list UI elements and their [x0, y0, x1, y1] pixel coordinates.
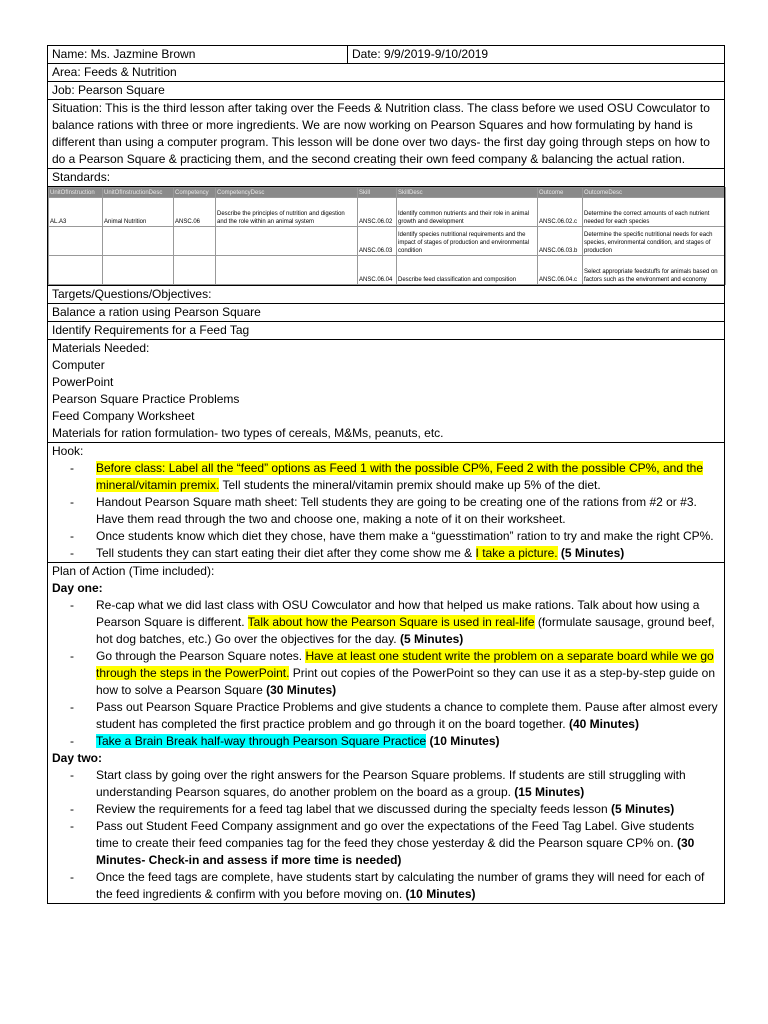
name-date-row: [48, 46, 725, 64]
time-note: (5 Minutes): [399, 632, 464, 646]
job-field: Job: Pearson Square: [48, 82, 725, 100]
day-one-list: [52, 597, 720, 750]
standards-label: Standards:: [48, 169, 725, 187]
day-one-label: Day one:: [52, 581, 103, 595]
std-cell: ANSC.06.04: [358, 256, 397, 285]
time-note: (30 Minutes): [266, 683, 337, 697]
area-field: Area: Feeds & Nutrition: [48, 64, 725, 82]
list-item: - Review the requirements for a feed tag label that we discussed during the specialty feeds lesson (5 Minutes): [96, 801, 720, 818]
list-item: [96, 733, 720, 750]
table-row: [49, 227, 726, 256]
std-cell: ANSC.06.02: [358, 198, 397, 227]
std-cell: ANSC.06.03.b: [538, 227, 583, 256]
list-item: - Go through the Pearson Square notes. Have at least one student write the problem on a separate board while we go through the steps in the PowerPoint. Print out copies of the PowerPoint so they can use it as a step-by-step guide on how to solve a Pearson Square (30 Minutes): [96, 648, 720, 699]
std-cell: Select appropriate feedstuffs for animals based on factors such as the environment and economy: [583, 256, 726, 285]
hook-label: Hook:: [52, 444, 84, 458]
std-header: SkillDesc: [397, 188, 538, 198]
materials-section: [48, 340, 725, 443]
std-cell: Animal Nutrition: [103, 198, 174, 227]
list-item: - Re-cap what we did last class with OSU Cowculator and how that helped us make rations. Talk about how using a Pearson Square is different. Talk about how the Pearson Square is used in real-life (formulate sausage, ground beef, hot dog batches, etc.) Go over the objectives for the day. (5 Minutes): [96, 597, 720, 648]
std-cell: Identify species nutritional requirements and the impact of stages of production and environmental condition: [397, 227, 538, 256]
highlighted-text: Have at least one student write the problem on a separate board while we go through the steps in the PowerPoint.: [96, 649, 714, 680]
list-item: - Start class by going over the right answers for the Pearson Square problems. If students are still struggling with understanding Pearson squares, do another problem on the board as a group. (15 Minutes): [96, 767, 720, 801]
std-cell: [216, 227, 358, 256]
targets-label: Targets/Questions/Objectives:: [48, 286, 725, 304]
material-item: Computer: [52, 358, 105, 372]
std-cell: Determine the specific nutritional needs for each species, environmental condition, and stages of production: [583, 227, 726, 256]
time-note: (40 Minutes): [568, 717, 639, 731]
std-cell: Describe the principles of nutrition and digestion and the role within an animal system: [216, 198, 358, 227]
list-item: - Pass out Pearson Square Practice Problems and give students a chance to complete them. Pause after almost every student has completed the first practice problem and go through it on the board together. (40 Minutes): [96, 699, 720, 733]
std-header: UnitOfInstruction: [49, 188, 103, 198]
table-row: [49, 256, 726, 285]
std-cell: [103, 256, 174, 285]
material-item: PowerPoint: [52, 375, 114, 389]
std-cell: ANSC.06.02.c: [538, 198, 583, 227]
target-item: Identify Requirements for a Feed Tag: [48, 322, 725, 340]
day-two-list: [52, 767, 720, 903]
std-cell: Determine the correct amounts of each nutrient needed for each species: [583, 198, 726, 227]
standards-header-row: [49, 188, 726, 198]
plan-label: Plan of Action (Time included):: [52, 564, 215, 578]
target-item: Balance a ration using Pearson Square: [48, 304, 725, 322]
std-cell: [49, 256, 103, 285]
std-cell: [49, 227, 103, 256]
std-cell: AL.A3: [49, 198, 103, 227]
list-item: - Once students know which diet they chose, have them make a “guesstimation” ration to try and make the right CP%.: [96, 528, 720, 545]
list-item: - Handout Pearson Square math sheet: Tell students they are going to be creating one of the rations from #2 or #3. Have them read through the two and choose one, making a note of it on their worksheet.: [96, 494, 720, 528]
situation-text: Situation: This is the third lesson after taking over the Feeds & Nutrition class. The class before we used OSU Cowculator to balance rations with three or more ingredients. We are now working on Pearson Squares and how formulating by hand is different than using a computer program. This lesson will be done over two days- the first day going through steps on how to do a Pearson Square & practicing them, and the second creating their own feed company & balancing the actual ration.: [48, 100, 725, 169]
std-header: CompetencyDesc: [216, 188, 358, 198]
std-cell: [174, 227, 216, 256]
std-cell: [174, 256, 216, 285]
std-header: UnitOfInstructionDesc: [103, 188, 174, 198]
std-cell: ANSC.06: [174, 198, 216, 227]
std-header: Outcome: [538, 188, 583, 198]
material-item: Materials for ration formulation- two types of cereals, M&Ms, peanuts, etc.: [52, 426, 444, 440]
std-header: OutcomeDesc: [583, 188, 726, 198]
time-note: (30 Minutes- Check-in and assess if more time is needed): [96, 836, 695, 867]
plan-section: [48, 563, 725, 904]
highlighted-text: I take a picture.: [475, 546, 558, 560]
time-note: (10 Minutes): [405, 887, 476, 901]
standards-cell: [48, 187, 725, 286]
std-cell: [103, 227, 174, 256]
std-cell: Describe feed classification and composition: [397, 256, 538, 285]
time-note: (5 Minutes): [610, 802, 675, 816]
time-note: (15 Minutes): [514, 785, 585, 799]
lesson-plan-table: [47, 45, 725, 904]
table-row: [49, 198, 726, 227]
hook-list: [52, 460, 720, 562]
lesson-date: Date: 9/9/2019-9/10/2019: [348, 46, 725, 64]
highlighted-text: Before class: Label all the “feed” options as Feed 1 with the possible CP%, Feed 2 with the possible CP%, and the mineral/vitamin premix.: [96, 461, 704, 492]
day-two-label: Day two:: [52, 751, 103, 765]
standards-table: [48, 187, 726, 285]
list-item: - Pass out Student Feed Company assignment and go over the expectations of the Feed Tag Label. Give students time to create their feed companies tag for the feed they chose yesterday & did the Pearson square CP% on. (30 Minutes- Check-in and assess if more time is needed): [96, 818, 720, 869]
std-cell: ANSC.06.04.c: [538, 256, 583, 285]
time-note: (10 Minutes): [426, 734, 500, 748]
std-cell: Identify common nutrients and their role in animal growth and development: [397, 198, 538, 227]
highlighted-text: Talk about how the Pearson Square is used in real-life: [247, 615, 535, 629]
highlighted-text: Take a Brain Break half-way through Pearson Square Practice: [96, 734, 427, 748]
time-note: (5 Minutes): [557, 546, 625, 560]
material-item: Feed Company Worksheet: [52, 409, 195, 423]
std-cell: [216, 256, 358, 285]
material-item: Pearson Square Practice Problems: [52, 392, 240, 406]
std-cell: ANSC.06.03: [358, 227, 397, 256]
std-header: Competency: [174, 188, 216, 198]
list-item: - Once the feed tags are complete, have students start by calculating the number of grams they will need for each of the feed ingredients & confirm with you before moving on. (10 Minutes): [96, 869, 720, 903]
list-item: - Before class: Label all the “feed” options as Feed 1 with the possible CP%, Feed 2 with the possible CP%, and the mineral/vitamin premix. Tell students the mineral/vitamin premix should make up 5% of the diet.: [96, 460, 720, 494]
materials-label: Materials Needed:: [52, 341, 150, 355]
teacher-name: Name: Ms. Jazmine Brown: [48, 46, 348, 64]
hook-section: [48, 443, 725, 563]
list-item: - Tell students they can start eating their diet after they come show me & I take a picture. (5 Minutes): [96, 545, 720, 562]
std-header: Skill: [358, 188, 397, 198]
